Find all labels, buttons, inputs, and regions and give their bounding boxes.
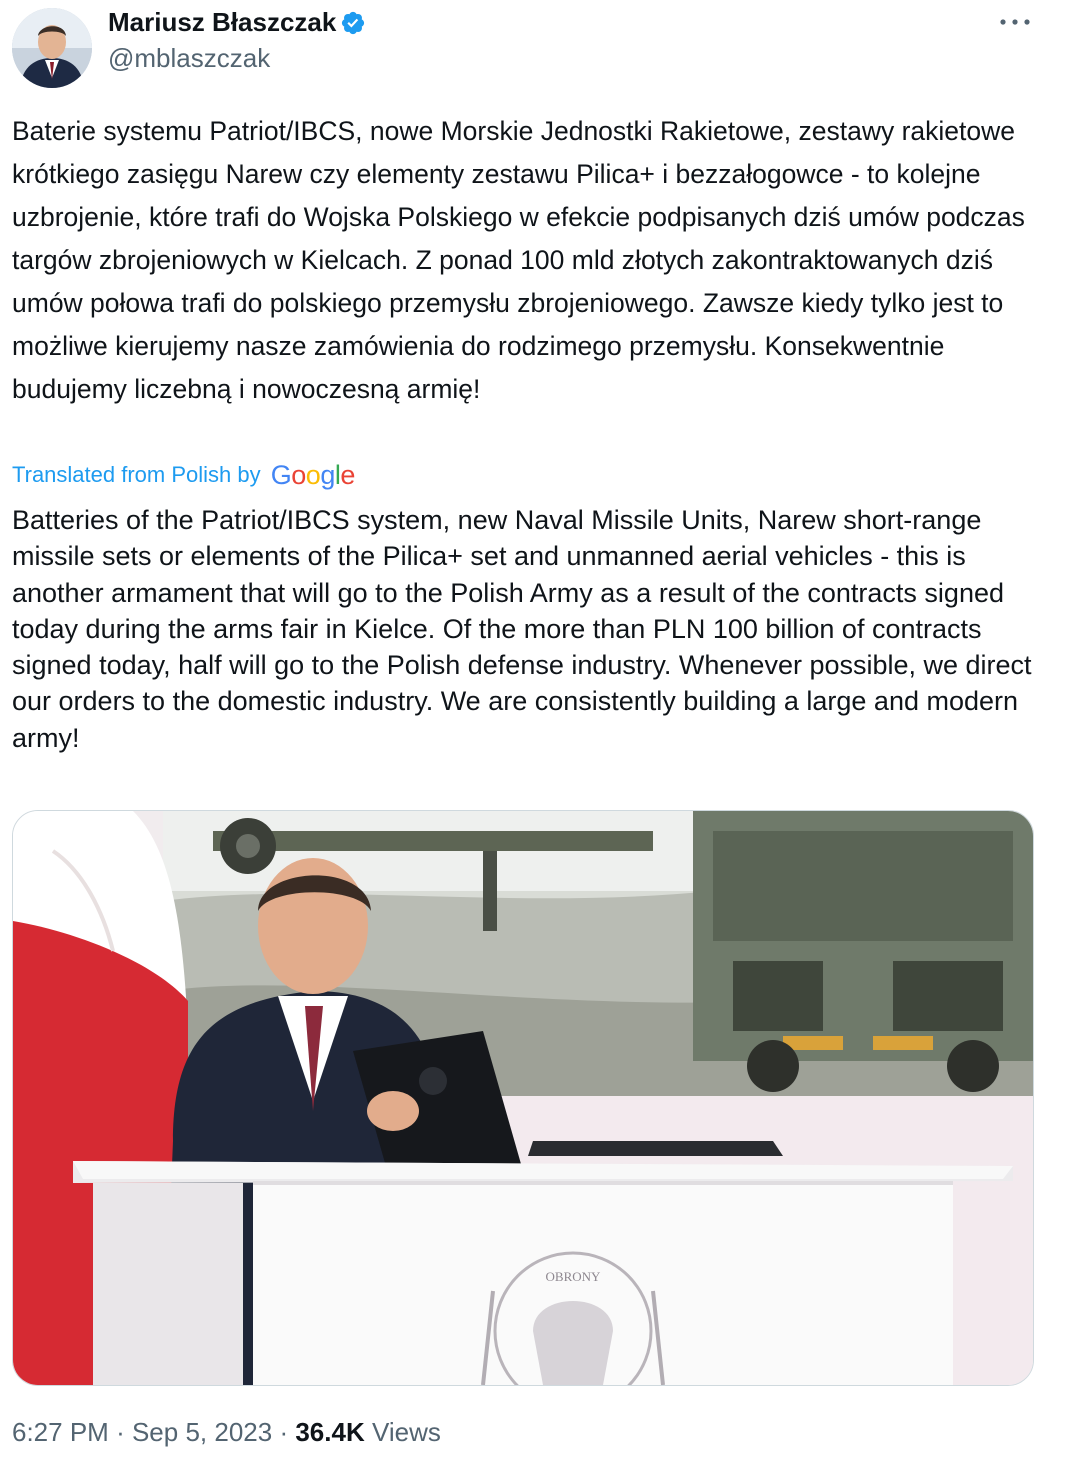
translation-label: Translated from Polish by bbox=[12, 462, 261, 487]
google-logo: Google bbox=[270, 460, 355, 490]
views-count[interactable]: 36.4K bbox=[295, 1417, 365, 1447]
avatar-image bbox=[12, 8, 92, 88]
seal-text: OBRONY bbox=[545, 1269, 601, 1284]
meta-separator: · bbox=[279, 1417, 289, 1447]
tweet-meta bbox=[12, 1412, 441, 1452]
avatar[interactable] bbox=[12, 8, 92, 88]
photo-signing-ceremony bbox=[13, 811, 1033, 1385]
more-button[interactable] bbox=[998, 12, 1032, 32]
translation-attribution[interactable] bbox=[12, 458, 355, 492]
tweet-time[interactable]: 6:27 PM bbox=[12, 1417, 109, 1447]
meta-separator: · bbox=[116, 1417, 125, 1447]
tweet-text: Baterie systemu Patriot/IBCS, nowe Morskie Jednostki Rakietowe, zestawy rakietowe krótkiego zasięgu Narew czy elementy zestawu Pilica+ i bezzałogowce - to kolejne uzbrojenie, które trafi do Wojska Polskiego w efekcie podpisanych dziś umów podczas targów zbrojeniowych w Kielcach. Z ponad 100 mld złotych zakontraktowanych dziś umów połowa trafi do polskiego przemysłu zbrojeniowego. Zawsze kiedy tylko jest to możliwe kierujemy nasze zamówienia do rodzimego przemysłu. Konsekwentnie budujemy liczebną i nowoczesną armię! bbox=[12, 116, 1025, 404]
translated-text: Batteries of the Patriot/IBCS system, new Naval Missile Units, Narew short-range missile sets or elements of the Pilica+ set and unmanned aerial vehicles - this is another armament that will go to the Polish Army as a result of the contracts signed today during the arms fair in Kielce. Of the more than PLN 100 billion of contracts signed today, half will go to the Polish defense industry. Whenever possible, we direct our orders to the domestic industry. We are consistently building a large and modern army! bbox=[12, 505, 1032, 753]
tweet-photo[interactable] bbox=[12, 810, 1034, 1386]
verified-badge-icon bbox=[340, 10, 366, 43]
tweet-date[interactable]: Sep 5, 2023 bbox=[131, 1417, 273, 1447]
author-name[interactable] bbox=[108, 6, 366, 43]
author-handle[interactable]: @mblaszczak bbox=[108, 43, 271, 73]
author-name-text: Mariusz Błaszczak bbox=[108, 7, 337, 37]
more-horizontal-icon bbox=[998, 12, 1032, 32]
views-label: Views bbox=[371, 1417, 441, 1447]
